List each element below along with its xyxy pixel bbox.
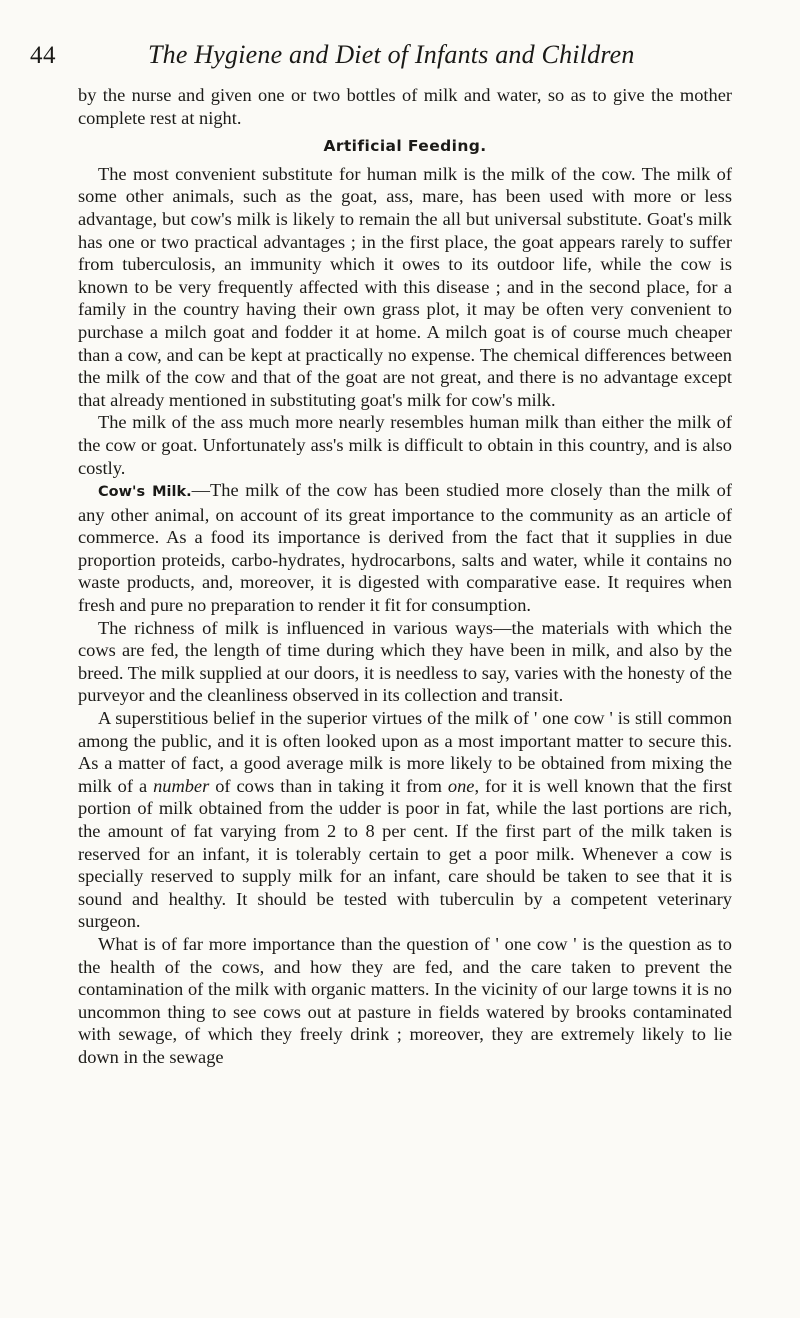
intro-paragraph: by the nurse and given one or two bottles of milk and water, so as to give the mother complete rest at night. (78, 85, 732, 128)
cows-milk-text: —The milk of the cow has been studied more closely than the milk of any other animal, on account of its great importance to the community as an article of commerce. As a food its importance is derived from the fact that it supplies in due proportion proteids, carbo-hydrates, hydrocarbons, salts and water, while it contains no waste products, and, moreover, it is digested with comparative ease. It requires when fresh and pure no preparation to render it fit for consumption. (78, 480, 732, 616)
paragraph-cows-milk (78, 479, 732, 617)
run-in-heading: Cow's Milk. (98, 484, 192, 501)
emphasis-number: number (153, 775, 210, 796)
book-page (30, 40, 732, 1069)
paragraph-substitutes: The most convenient substitute for human milk is the milk of the cow. The milk of some other animals, such as the goat, ass, mare, has been used with more or less advantage, but cow's milk is likely to remain the all but universal substitute. Goat's milk has one or two practical advantages ; in the first place, the goat appears rarely to suffer from tuberculosis, an immunity which it owes to its outdoor life, while the cow is known to be very frequently affected with this disease ; and in the second place, for a family in the country having their own grass plot, it may be often very convenient to purchase a milch goat and fodder it at home. A milch goat is of course much cheaper than a cow, and can be kept at practically no expense. The chemical differences between the milk of the cow and that of the goat are not great, and there is no advantage except that already mentioned in substituting goat's milk for cow's milk. (78, 163, 732, 410)
paragraph-health-of-cows: What is of far more importance than the question of ' one cow ' is the question as to the health of the cows, and how they are fed, and the care taken to prevent the contamination of the milk with organic matters. In the vicinity of our large towns it is no uncommon thing to see cows out at pasture in fields watered by brooks contaminated with sewage, of which they freely drink ; moreover, they are extremely likely to lie down in the sewage (78, 933, 732, 1067)
page-header (30, 40, 732, 84)
page-body (78, 84, 732, 1069)
one-cow-text-3: , for it is well known that the first portion of milk obtained from the udder is poor in fat, while the last portions are rich, the amount of fat varying from 2 to 8 per cent. If the first part of the milk taken is reserved for an infant, it is tolerably certain to get a poor milk. Whenever a cow is specially reserved to supply milk for an infant, care should be taken to see that it is sound and healthy. It should be tested with tuberculin by a competent veterinary surgeon. (78, 775, 732, 932)
emphasis-one: one (447, 775, 475, 796)
running-title: The Hygiene and Diet of Infants and Children (148, 40, 635, 69)
paragraph-ass-milk: The milk of the ass much more nearly resembles human milk than either the milk of the cow or goat. Unfortunately ass's milk is difficult to obtain in this country, and is also costly. (78, 412, 732, 478)
one-cow-text-1: A superstitious belief in the superior virtues of the milk of ' one cow ' is still common among the public, and it is often looked upon as a most important matter to secure this. As a matter of fact, a good average milk is more likely to be obtained from mixing the milk of a (78, 708, 732, 796)
paragraph-one-cow (78, 707, 732, 933)
one-cow-text-2: of cows than in taking it from (209, 775, 448, 796)
paragraph-richness: The richness of milk is influenced in various ways—the materials with which the cows are fed, the length of time during which they have been in milk, and also by the breed. The milk supplied at our doors, it is needless to say, varies with the honesty of the purveyor and the cleanliness observed in its collection and transit. (78, 617, 732, 706)
page-number: 44 (30, 42, 56, 69)
section-heading: Artificial Feeding. (323, 137, 487, 156)
